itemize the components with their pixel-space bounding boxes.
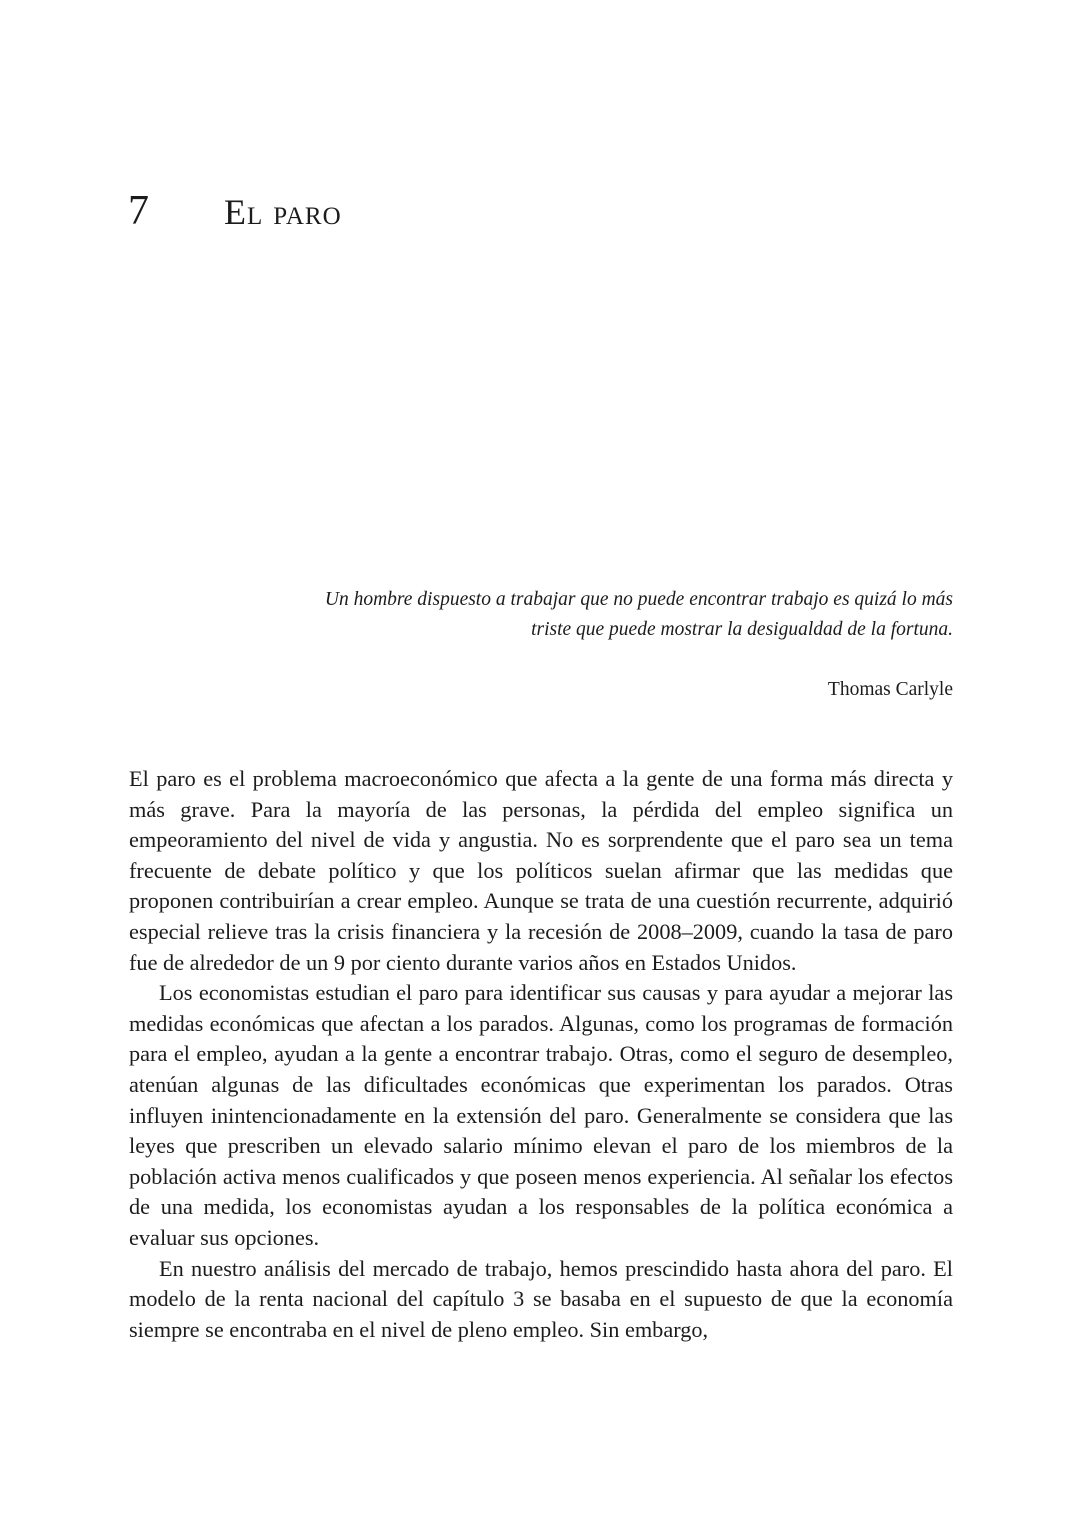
paragraph: Los economistas estudian el paro para identificar sus causas y para ayudar a mejorar las medidas económicas que afectan a los parados. Algunas, como los programas de formación para el empleo, ayudan a la gente a encontrar trabajo. Otras, como el seguro de desempleo, atenúan algunas de las dificultades económicas que experimentan los parados. Otras influyen inintencionadamente en la extensión del paro. Generalmente se considera que las leyes que prescriben un elevado salario mínimo elevan el paro de los miembros de la población activa menos cualificados y que poseen menos experiencia. Al señalar los efectos de una medida, los economistas ayudan a los responsables de la política económica a evaluar sus opciones. <box>129 980 953 1250</box>
paragraph: En nuestro análisis del mercado de trabajo, hemos prescindido hasta ahora del paro. El modelo de la renta nacional del capítulo 3 se basaba en el supuesto de que la economía siempre se encontraba en el nivel de pleno empleo. Sin embargo, <box>129 1255 953 1342</box>
epigraph-quote: Un hombre dispuesto a trabajar que no puede encontrar trabajo es quizá lo más triste que puede mostrar la desigualdad de la fortuna. <box>324 589 953 640</box>
epigraph-author: Thomas Carlyle <box>827 679 953 700</box>
paragraph: El paro es el problema macroeconómico que afecta a la gente de una forma más directa y más grave. Para la mayoría de las personas, la pérdida del empleo significa un empeoramiento del nivel de vida y angustia. No es sorprendente que el paro sea un tema frecuente de debate político y que los políticos suelan afirmar que las medidas que proponen contribuirían a crear empleo. Aunque se trata de una cuestión recurrente, adquirió especial relieve tras la crisis financiera y la recesión de 2008–2009, cuando la tasa de paro fue de alrededor de un 9 por ciento durante varios años en Estados Unidos. <box>129 766 953 975</box>
epigraph <box>300 585 953 705</box>
chapter-heading <box>128 186 342 236</box>
chapter-number: 7 <box>128 188 149 234</box>
chapter-title: El paro <box>224 192 342 232</box>
body-text <box>129 764 953 1345</box>
